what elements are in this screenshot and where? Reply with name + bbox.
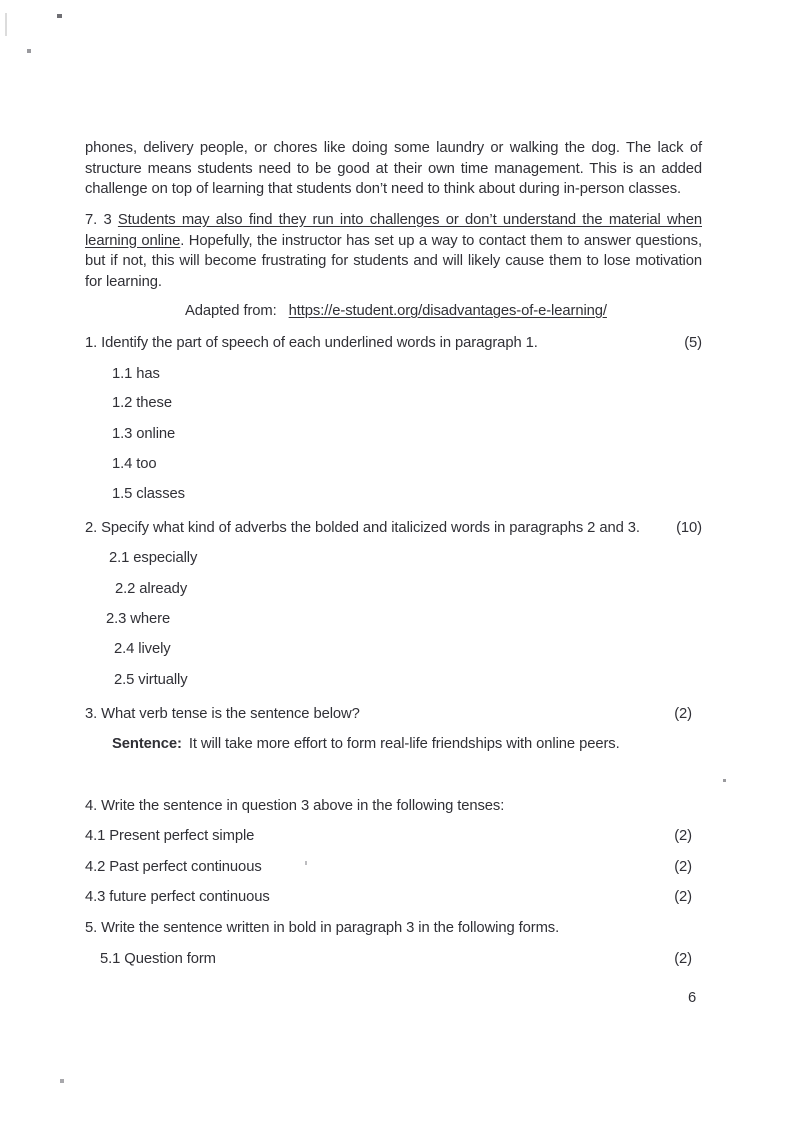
question-1-item: 1.4 too [112,456,157,472]
question-4: 4. Write the sentence in question 3 above in the following tenses: [85,798,505,814]
page-number: 6 [688,990,697,1006]
question-4-item [85,887,702,908]
question-1-item: 1.5 classes [112,486,185,502]
question-2-label: 2. Specify what kind of adverbs the bolded and italicized words in paragraphs 2 and 3. [85,520,640,536]
question-4-item-marks: (2) [674,889,692,905]
question-1-marks: (5) [684,335,702,351]
question-4-item-marks: (2) [674,859,692,875]
scan-artifact-dot [27,49,31,53]
text-line: for learning. [85,273,162,290]
question-2-marks: (10) [676,520,702,536]
question-4-item-label: 4.3 future perfect continuous [85,889,270,905]
question-3-marks: (2) [674,706,692,722]
sentence-label: Sentence: [112,736,182,752]
paragraph-1 [85,138,702,200]
question-1-item: 1.3 online [112,426,176,442]
question-4-item-label: 4.2 Past perfect continuous [85,859,262,875]
question-2-item: 2.3 where [106,611,171,627]
scan-artifact-line [5,13,7,36]
source-attribution [85,301,702,322]
text-line: structure means students need to be good at their own time management. This is an added [85,160,702,177]
question-4-item [85,826,702,847]
sentence-text: It will take more effort to form real-life friendships with online peers. [188,736,620,752]
question-5-item [85,949,702,970]
question-3-label: 3. What verb tense is the sentence below? [85,706,360,722]
question-3 [85,704,702,725]
question-1-label: 1. Identify the part of speech of each underlined words in paragraph 1. [85,335,538,351]
scan-artifact-dot [723,779,726,782]
question-5-item-marks: (2) [674,951,692,967]
question-4-item-label: 4.1 Present perfect simple [85,828,255,844]
text-line [85,231,702,252]
question-1-item: 1.1 has [112,366,160,382]
paragraph-2 [85,210,702,292]
question-2 [85,518,702,539]
question-2-item: 2.4 lively [114,641,171,657]
question-4-item [85,857,702,878]
question-4-item-marks: (2) [674,828,692,844]
para2-underlined-segment: Students may also find they run into challenges or don’t understand the material when [117,212,702,228]
text-line: but if not, this will become frustrating for students and will likely cause them to lose motivation [85,253,702,269]
para2-number-prefix: 7. 3 [85,212,118,228]
text-line [85,210,702,231]
question-5: 5. Write the sentence written in bold in paragraph 3 in the following forms. [85,920,560,936]
text-line: phones, delivery people, or chores like doing some laundry or walking the dog. The lack of [85,140,702,156]
question-5-item-label: 5.1 Question form [100,951,216,967]
question-2-item: 2.2 already [115,581,188,597]
sentence-row [85,734,702,755]
question-2-item: 2.1 especially [109,550,198,566]
scan-artifact-dot [60,1079,64,1083]
para2-underlined-segment: learning online [85,232,181,249]
text-line: challenge on top of learning that students don’t need to think about during in-person classes. [85,181,682,197]
source-url: https://e-student.org/disadvantages-of-e-learning/ [288,303,607,319]
page-content [85,0,702,1122]
scan-artifact-dot [57,14,62,18]
question-1-item: 1.2 these [112,395,172,411]
source-label: Adapted from: [185,303,277,319]
para2-text-segment: . Hopefully, the instructor has set up a way to contact them to answer questions, [180,232,702,249]
question-2-item: 2.5 virtually [114,672,188,688]
question-1 [85,333,702,354]
